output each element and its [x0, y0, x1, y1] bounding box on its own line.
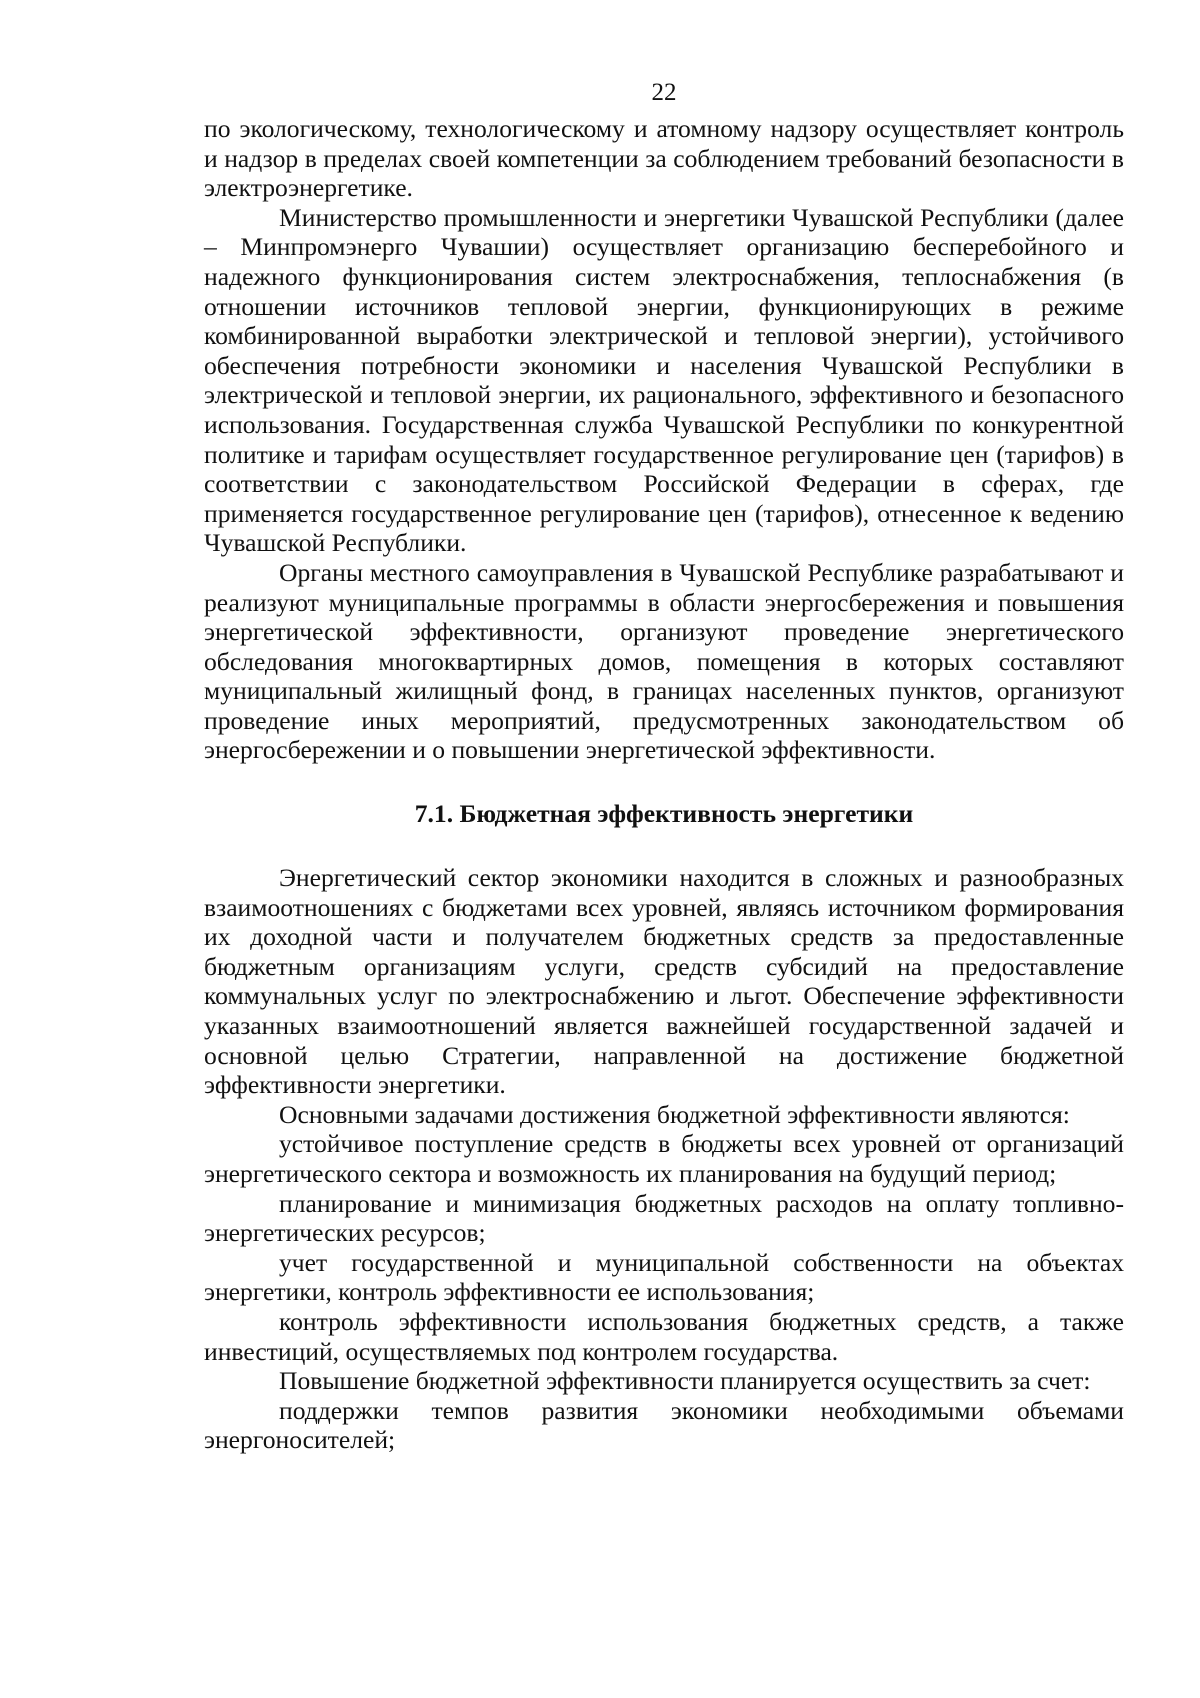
paragraph: Органы местного самоуправления в Чувашской Республике разрабатывают и реализуют муниципальные программы в области энергосбережения и повышения энергетической эффективности, организуют проведение энергетического обследования многоквартирных домов, помещения в которых составляют муниципальный жилищный фонд, в границах населенных пунктов, организуют проведение иных мероприятий, предусмотренных законодательством об энергосбережении и о повышении энергетической эффективности. [204, 557, 1124, 765]
paragraph: Энергетический сектор экономики находится в сложных и разнообразных взаимоотношениях с бюджетами всех уровней, являясь источником формирования их доходной части и получателем бюджетных средств за предоставленные бюджетным организациям услуги, средств субсидий на предоставление коммунальных услуг по электроснабжению и льгот. Обеспечение эффективности указанных взаимоотношений является важнейшей государственной задачей и основной целью Стратегии, направленной на достижение бюджетной эффективности энергетики. [204, 863, 1124, 1100]
list-item: учет государственной и муниципальной собственности на объектах энергетики, контроль эффективности ее использования; [204, 1247, 1124, 1307]
list-item: планирование и минимизация бюджетных расходов на оплату топливно-энергетических ресурсов; [204, 1188, 1124, 1248]
document-page [204, 78, 1124, 1455]
list-item: контроль эффективности использования бюджетных средств, а также инвестиций, осуществляемых под контролем государства. [204, 1306, 1124, 1366]
list-item: устойчивое поступление средств в бюджеты всех уровней от организаций энергетического сектора и возможность их планирования на будущий период; [204, 1129, 1124, 1188]
list-item: поддержки темпов развития экономики необходимыми объемами энергоносителей; [204, 1395, 1124, 1455]
paragraph: Основными задачами достижения бюджетной эффективности являются: [279, 1099, 1070, 1129]
paragraph: Министерство промышленности и энергетики Чувашской Республики (далее – Минпромэнерго Чувашии) осуществляет организацию бесперебойного и надежного функционирования систем электроснабжения, теплоснабжения (в отношении источников тепловой энергии, функционирующих в режиме комбинированной выработки электрической и тепловой энергии), устойчивого обеспечения потребности экономики и населения Чувашской Республики в электрической и тепловой энергии, их рационального, эффективного и безопасного использования. Государственная служба Чувашской Республики по конкурентной политике и тарифам осуществляет государственное регулирование цен (тарифов) в соответствии с законодательством Российской Федерации в сферах, где применяется государственное регулирование цен (тарифов), отнесенное к ведению Чувашской Республики. [204, 202, 1124, 558]
section-heading: 7.1. Бюджетная эффективность энергетики [414, 799, 914, 829]
paragraph: по экологическому, технологическому и атомному надзору осуществляет контроль и надзор в пределах своей компетенции за соблюдением требований безопасности в электроэнергетике. [204, 114, 1124, 203]
page-number: 22 [651, 79, 677, 106]
paragraph: Повышение бюджетной эффективности планируется осуществить за счет: [279, 1366, 1091, 1396]
